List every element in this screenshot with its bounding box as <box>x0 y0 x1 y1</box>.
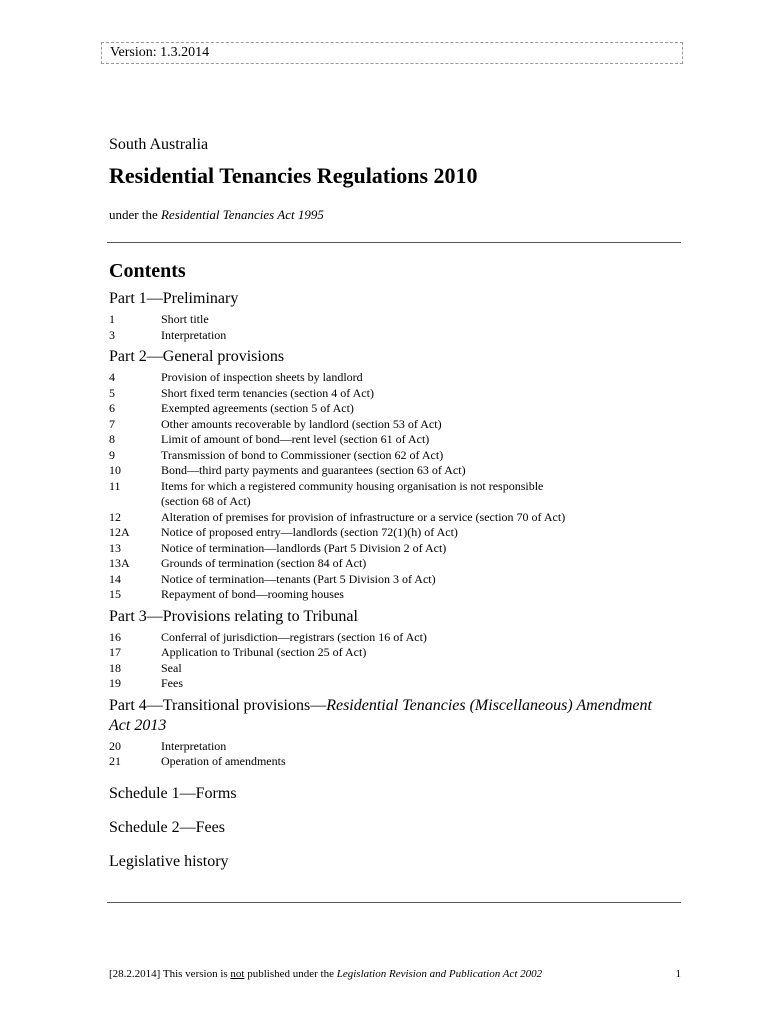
toc-entry[interactable] <box>109 312 669 328</box>
toc-entry[interactable] <box>109 417 669 433</box>
toc-entry[interactable] <box>109 401 669 417</box>
toc-entry-title: Notice of termination—tenants (Part 5 Division 3 of Act) <box>161 571 436 586</box>
document-title: Residential Tenancies Regulations 2010 <box>109 163 478 188</box>
footer-date: [28.2.2014] <box>109 968 161 980</box>
toc-entry-number: 6 <box>109 401 115 415</box>
toc-entry-number: 12A <box>109 525 130 539</box>
toc-entry[interactable] <box>109 541 669 557</box>
toc-entry[interactable] <box>109 676 669 692</box>
toc-entry-title: Transmission of bond to Commissioner (section 62 of Act) <box>161 447 444 462</box>
part-4-title-act: Residential Tenancies (Miscellaneous) Amendment Act 2013 <box>109 696 652 734</box>
toc-entry-number: 14 <box>109 571 121 586</box>
under-prefix: under the <box>109 207 161 222</box>
toc-entry[interactable] <box>109 370 669 386</box>
toc-entry-title: Conferral of jurisdiction—registrars (section 16 of Act) <box>161 629 427 644</box>
part-4-list <box>109 739 669 770</box>
toc-entry[interactable] <box>109 645 669 661</box>
toc-entry-title: Other amounts recoverable by landlord (section 53 of Act) <box>161 416 442 431</box>
toc-entry-number: 1 <box>109 312 115 326</box>
version-box <box>101 42 683 64</box>
toc-entry-number: 5 <box>109 385 115 400</box>
parent-act: Residential Tenancies Act 1995 <box>160 207 324 222</box>
toc-entry[interactable] <box>109 572 669 588</box>
footer-act: Legislation Revision and Publication Act 2002 <box>336 968 543 980</box>
toc-entry-title: Application to Tribunal (section 25 of Act) <box>161 645 367 659</box>
footer-note <box>109 968 542 980</box>
toc-entry-number: 4 <box>109 370 115 384</box>
toc-entry-number: 10 <box>109 463 121 477</box>
toc-entry-number: 16 <box>109 629 121 644</box>
bottom-divider <box>107 902 681 903</box>
toc-entry-number: 3 <box>109 327 115 342</box>
toc-entry[interactable] <box>109 630 669 646</box>
toc-entry-number: 17 <box>109 645 121 659</box>
footer-text-b: published under the <box>244 968 337 980</box>
toc-entry-title: Fees <box>161 676 183 690</box>
part-3-list <box>109 630 669 692</box>
legislative-history-heading[interactable]: Legislative history <box>109 852 229 870</box>
schedule-2-heading[interactable]: Schedule 2—Fees <box>109 818 225 836</box>
toc-entry[interactable] <box>109 754 669 770</box>
part-2-list <box>109 370 669 603</box>
toc-entry-title: Bond—third party payments and guarantees (section 63 of Act) <box>161 463 466 477</box>
toc-entry-title: (section 68 of Act) <box>161 494 251 508</box>
part-3-heading[interactable]: Part 3—Provisions relating to Tribunal <box>109 607 358 625</box>
toc-entry[interactable] <box>109 479 669 495</box>
version-label: Version: 1.3.2014 <box>110 45 210 60</box>
page-footer <box>109 968 681 980</box>
toc-entry-title: Notice of proposed entry—landlords (section 72(1)(h) of Act) <box>161 525 458 539</box>
under-act-line <box>109 207 324 223</box>
toc-entry[interactable] <box>109 463 669 479</box>
part-2-heading[interactable]: Part 2—General provisions <box>109 348 285 365</box>
toc-entry-title: Exempted agreements (section 5 of Act) <box>161 401 354 415</box>
contents-heading: Contents <box>109 260 186 282</box>
toc-entry-number: 13A <box>109 556 130 570</box>
part-4-heading[interactable] <box>109 696 669 736</box>
jurisdiction: South Australia <box>109 136 209 153</box>
schedule-1-heading[interactable]: Schedule 1—Forms <box>109 784 237 802</box>
toc-entry[interactable] <box>109 386 669 402</box>
toc-entry-number: 8 <box>109 432 115 446</box>
toc-entry-number <box>109 494 161 510</box>
toc-entry[interactable] <box>109 494 669 510</box>
toc-entry[interactable] <box>109 448 669 464</box>
toc-entry-number: 13 <box>109 540 121 555</box>
toc-entry-number: 19 <box>109 676 121 690</box>
toc-entry-title: Notice of termination—landlords (Part 5 Division 2 of Act) <box>161 540 447 555</box>
toc-entry-number: 15 <box>109 587 121 601</box>
toc-entry[interactable] <box>109 587 669 603</box>
toc-entry-title: Alteration of premises for provision of infrastructure or a service (section 70 of Act) <box>161 509 566 524</box>
toc-entry-number: 11 <box>109 478 121 493</box>
toc-entry[interactable] <box>109 510 669 526</box>
toc-entry[interactable] <box>109 525 669 541</box>
toc-entry-title: Provision of inspection sheets by landlord <box>161 370 363 384</box>
toc-entry-title: Interpretation <box>161 327 227 342</box>
toc-entry[interactable] <box>109 661 669 677</box>
toc-entry-number: 12 <box>109 509 121 524</box>
toc-entry-number: 9 <box>109 447 115 462</box>
table-of-contents <box>109 289 669 872</box>
toc-entry-title: Seal <box>161 660 182 675</box>
toc-entry[interactable] <box>109 328 669 344</box>
footer-not: not <box>230 968 245 980</box>
part-1-heading[interactable]: Part 1—Preliminary <box>109 290 239 307</box>
toc-entry-number: 18 <box>109 660 121 675</box>
toc-entry-title: Short title <box>161 312 209 326</box>
toc-entry-title: Operation of amendments <box>161 754 286 768</box>
toc-entry-title: Items for which a registered community housing organisation is not responsible <box>161 478 544 493</box>
toc-entry-number: 21 <box>109 754 121 768</box>
toc-entry[interactable] <box>109 556 669 572</box>
part-4-title-prefix: Part 4—Transitional provisions— <box>109 696 327 714</box>
toc-entry-title: Short fixed term tenancies (section 4 of Act) <box>161 385 374 400</box>
toc-entry-title: Interpretation <box>161 738 227 753</box>
toc-entry-title: Repayment of bond—rooming houses <box>161 587 344 601</box>
toc-entry[interactable] <box>109 739 669 755</box>
page-number: 1 <box>675 968 681 980</box>
toc-entry-title: Grounds of termination (section 84 of Act) <box>161 556 367 570</box>
toc-entry[interactable] <box>109 432 669 448</box>
part-1-list <box>109 312 669 343</box>
toc-entry-title: Limit of amount of bond—rent level (section 61 of Act) <box>161 432 430 446</box>
top-divider <box>107 242 681 243</box>
footer-text-a: This version is <box>160 968 231 980</box>
toc-entry-number: 7 <box>109 416 115 431</box>
toc-entry-number: 20 <box>109 738 121 753</box>
